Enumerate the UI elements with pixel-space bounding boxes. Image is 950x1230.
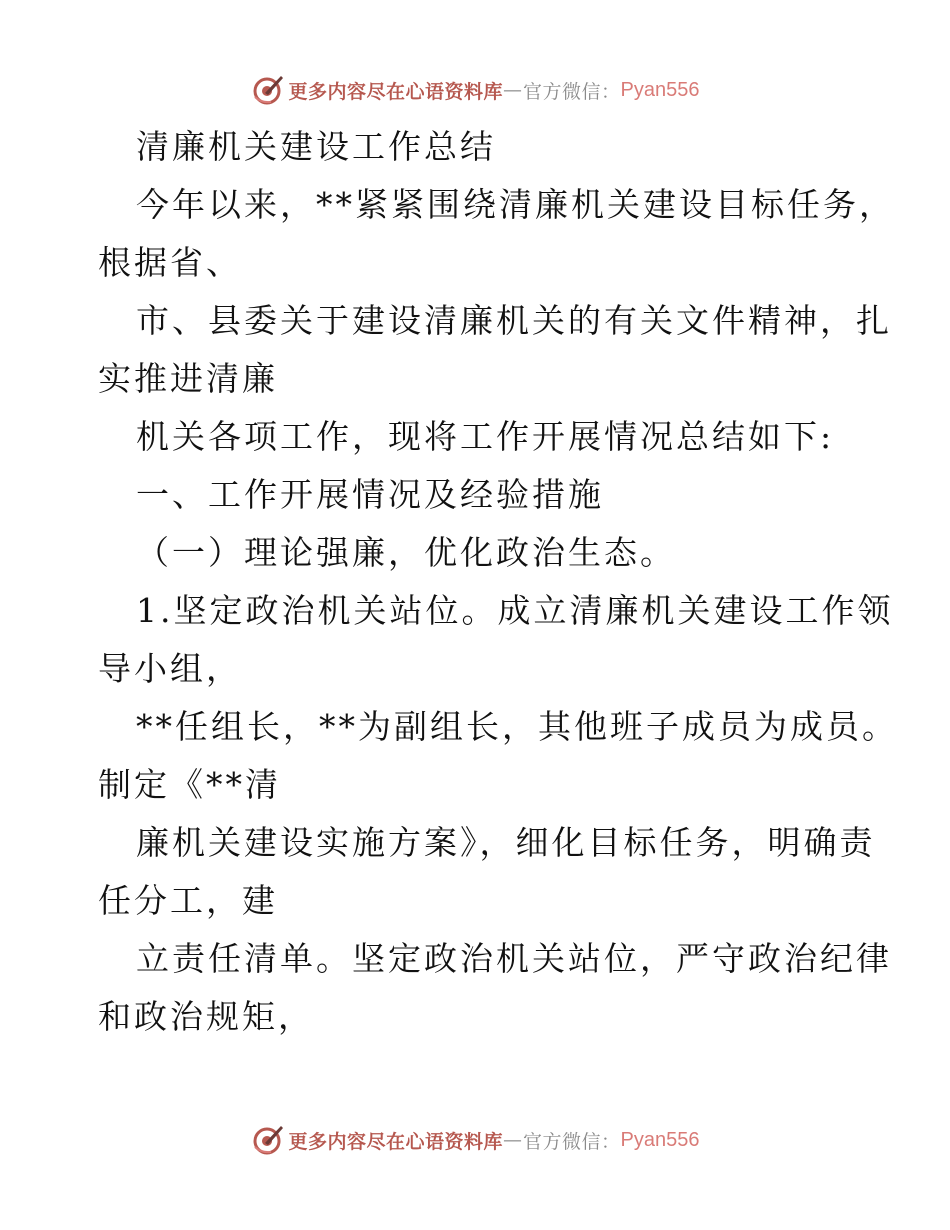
watermark-separator: — xyxy=(503,1129,524,1151)
watermark-wechat-id: Pyan556 xyxy=(620,78,700,101)
header-watermark xyxy=(0,68,950,112)
text-line: 实推进清廉 xyxy=(98,359,278,398)
text-line: 制定《**清 xyxy=(98,765,281,804)
document-title: 清廉机关建设工作总结 xyxy=(136,127,496,166)
text-line: 和政治规矩， xyxy=(98,997,314,1036)
footer-watermark xyxy=(0,1118,950,1162)
text-line: 今年以来，**紧紧围绕清廉机关建设目标任务， xyxy=(136,185,895,224)
text-line: 任分工，建 xyxy=(98,881,278,920)
text-line: 市、县委关于建设清廉机关的有关文件精神，扎 xyxy=(136,301,892,340)
watermark-text: 更多内容尽在心语资料库 xyxy=(288,80,504,103)
text-line: 1.坚定政治机关站位。成立清廉机关建设工作领 xyxy=(136,591,894,630)
section-heading: 一、工作开展情况及经验措施 xyxy=(136,475,604,514)
document-body xyxy=(98,118,898,1046)
text-line: 廉机关建设实施方案》，细化目标任务，明确责 xyxy=(136,823,876,862)
brush-logo-icon xyxy=(251,73,285,107)
text-line: 根据省、 xyxy=(98,243,242,282)
text-line: 立责任清单。坚定政治机关站位，严守政治纪律 xyxy=(136,939,892,978)
watermark-label: 官方微信： xyxy=(523,80,621,103)
text-line: **任组长，**为副组长，其他班子成员为成员。 xyxy=(136,707,898,746)
watermark-text: 更多内容尽在心语资料库 xyxy=(288,1130,504,1153)
watermark-separator: — xyxy=(503,79,524,101)
watermark-wechat-id: Pyan556 xyxy=(620,1128,700,1151)
watermark-label: 官方微信： xyxy=(523,1130,621,1153)
text-line: 导小组， xyxy=(98,649,242,688)
brush-logo-icon xyxy=(251,1123,285,1157)
subsection-heading: （一）理论强廉，优化政治生态。 xyxy=(136,533,676,572)
text-line: 机关各项工作，现将工作开展情况总结如下: xyxy=(136,417,835,456)
